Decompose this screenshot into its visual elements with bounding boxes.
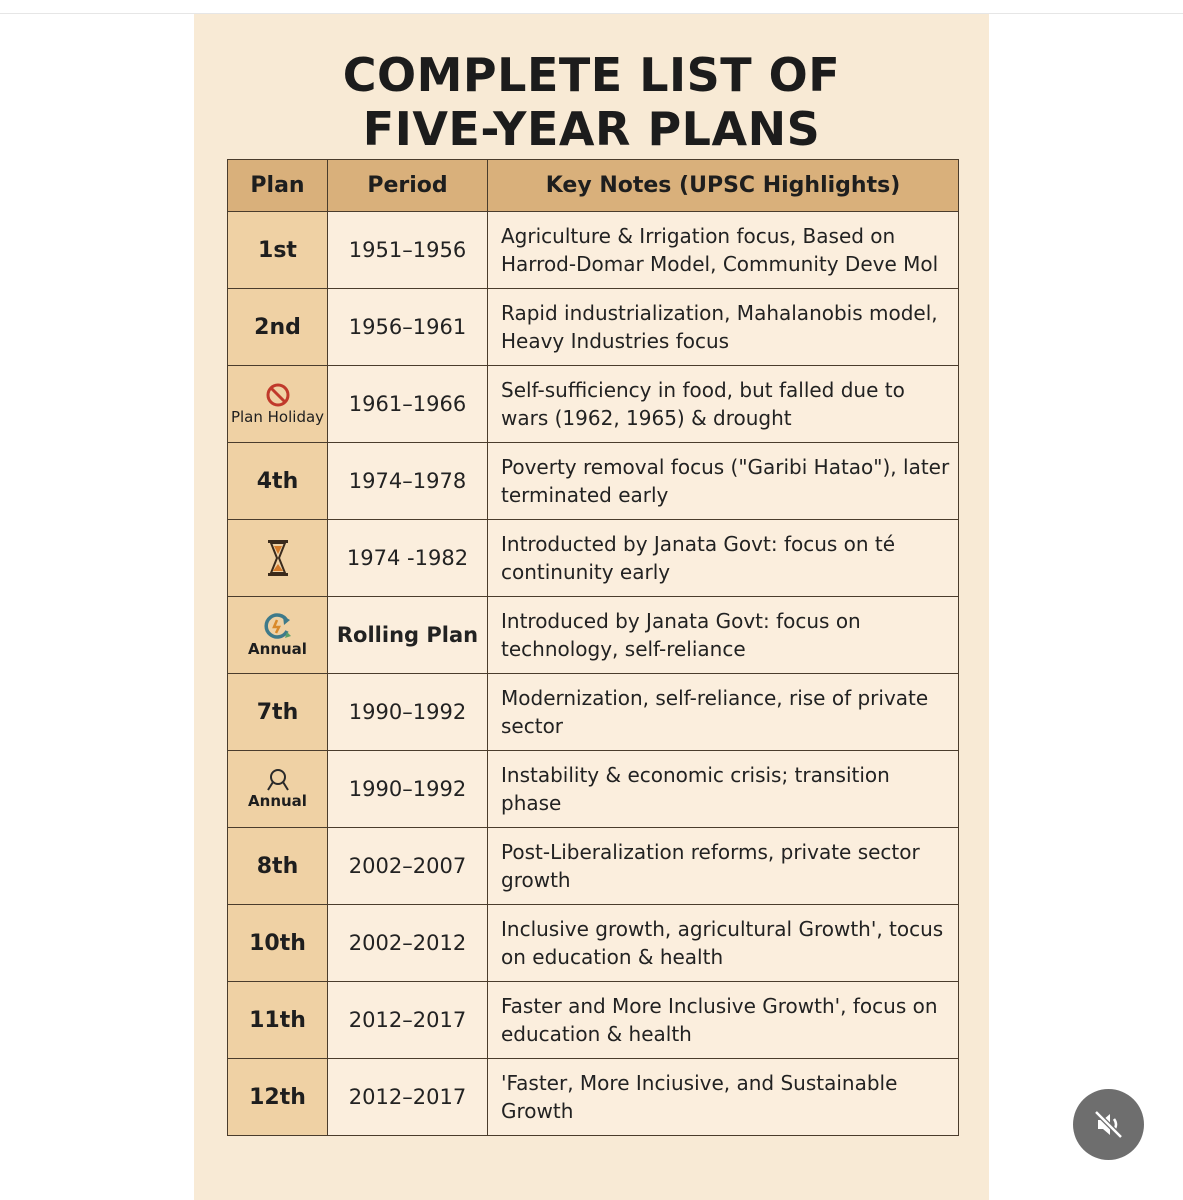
- table-row: [228, 597, 959, 674]
- plan-cell: 7th: [228, 674, 328, 751]
- title-line-1: COMPLETE LIST OF: [342, 48, 841, 102]
- notes-cell: Poverty removal focus ("Garibi Hatao"), later terminated early: [488, 443, 959, 520]
- title-line-2: FIVE-YEAR PLANS: [362, 102, 821, 156]
- table-row: [228, 289, 959, 366]
- notes-cell: Introducted by Janata Govt: focus on té continunity early: [488, 520, 959, 597]
- ribbon-icon: [265, 768, 291, 792]
- period-cell: 1956–1961: [328, 289, 488, 366]
- plan-cell: 11th: [228, 982, 328, 1059]
- notes-cell: Modernization, self-reliance, rise of private sector: [488, 674, 959, 751]
- notes-cell: Inclusive growth, agricultural Growth', tocus on education & health: [488, 905, 959, 982]
- period-cell: 2002–2007: [328, 828, 488, 905]
- table-header-row: [228, 160, 959, 212]
- period-cell: 2012–2017: [328, 982, 488, 1059]
- page-title: [194, 48, 989, 156]
- period-cell: 1990–1992: [328, 751, 488, 828]
- plan-cell: [228, 597, 328, 674]
- table-row: [228, 982, 959, 1059]
- notes-cell: 'Faster, More Inciusive, and Sustainable Growth: [488, 1059, 959, 1136]
- plan-cell: [228, 520, 328, 597]
- period-cell: 2012–2017: [328, 1059, 488, 1136]
- plan-cell: 8th: [228, 828, 328, 905]
- table-row: [228, 520, 959, 597]
- notes-cell: Faster and More Inclusive Growth', focus on education & health: [488, 982, 959, 1059]
- header-plan: Plan: [228, 160, 328, 212]
- plan-cell: 1st: [228, 212, 328, 289]
- plan-cell: [228, 366, 328, 443]
- no-entry-icon: [265, 382, 291, 408]
- notes-cell: Self-sufficiency in food, but falled due to wars (1962, 1965) & drought: [488, 366, 959, 443]
- table-row: [228, 751, 959, 828]
- plan-cell: [228, 751, 328, 828]
- plan-label: Plan Holiday: [230, 408, 325, 426]
- table-row: [228, 443, 959, 520]
- table-row: [228, 905, 959, 982]
- header-period: Period: [328, 160, 488, 212]
- plan-label: Annual: [248, 640, 307, 658]
- notes-cell: Post-Liberalization reforms, private sector growth: [488, 828, 959, 905]
- notes-cell: Instability & economic crisis; transition phase: [488, 751, 959, 828]
- period-cell: 1990–1992: [328, 674, 488, 751]
- plan-cell: 4th: [228, 443, 328, 520]
- muted-speaker-icon: [1092, 1108, 1125, 1141]
- plan-cell: 2nd: [228, 289, 328, 366]
- notes-cell: Rapid industrialization, Mahalanobis model, Heavy Industries focus: [488, 289, 959, 366]
- hourglass-icon: [265, 538, 291, 578]
- plan-cell: 12th: [228, 1059, 328, 1136]
- header-notes: Key Notes (UPSC Highlights): [488, 160, 959, 212]
- table-row: [228, 1059, 959, 1136]
- plan-label: Annual: [248, 792, 307, 810]
- plan-cell: 10th: [228, 905, 328, 982]
- table-row: [228, 674, 959, 751]
- notes-cell: Introduced by Janata Govt: focus on technology, self-reliance: [488, 597, 959, 674]
- period-cell: 1961–1966: [328, 366, 488, 443]
- period-cell: 1951–1956: [328, 212, 488, 289]
- period-cell: 1974 -1982: [328, 520, 488, 597]
- table-row: [228, 212, 959, 289]
- period-cell: 2002–2012: [328, 905, 488, 982]
- poster: [194, 14, 989, 1200]
- refresh-icon: [263, 612, 293, 640]
- table-row: [228, 366, 959, 443]
- plans-table: [227, 159, 959, 1136]
- mute-button[interactable]: [1073, 1089, 1144, 1160]
- table-row: [228, 828, 959, 905]
- period-cell: Rolling Plan: [328, 597, 488, 674]
- notes-cell: Agriculture & Irrigation focus, Based on Harrod-Domar Model, Community Deve Mol: [488, 212, 959, 289]
- period-cell: 1974–1978: [328, 443, 488, 520]
